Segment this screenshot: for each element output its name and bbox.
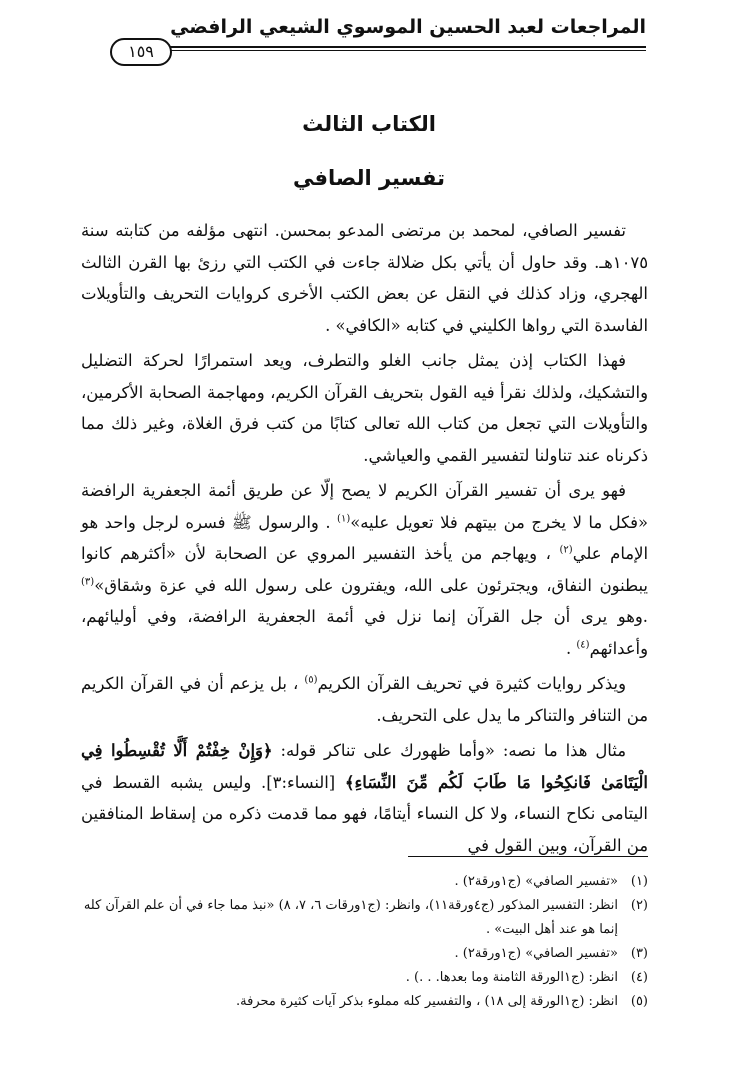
- paragraph-3-part-b: . والرسول ﷺ فسره لرجل واحد هو الإمام علي: [81, 512, 648, 563]
- paragraph-3-part-c: ، ويهاجم من يأخذ التفسير المروي عن الصحابة لأن «أكثرهم كانوا يبطنون النفاق، ويجترئون على الله، ويفترون على رسول الله في عزة وشقاق»: [81, 544, 648, 595]
- paragraph-4: [81, 668, 648, 731]
- paragraph-5-part-b: [النساء:٣]. وليس يشبه القسط في اليتامى نكاح النساء، ولا كل النساء أيتامًا، فهو مما قدمت ذكره من إسقاط المنافقين من القرآن، وبين القول في: [81, 772, 648, 855]
- footnote-text: انظر: التفسير المذكور (ج٤ورقة١١)، وانظر: (ج١ورقات ٦، ٧، ٨) «نبذ مما جاء في أن علم القرآن كله إنما هو عند أهل البيت» .: [83, 898, 618, 937]
- footnote-ref-4: (٤): [576, 639, 590, 651]
- footnotes: [81, 870, 648, 1014]
- page-number-badge: ١٥٩: [110, 38, 172, 66]
- body-text: [81, 215, 648, 865]
- footnote-number: (٤): [630, 970, 648, 985]
- footnote-text: «تفسير الصافي» (ج١ورقة٢) .: [454, 946, 618, 961]
- footnote-item: [81, 894, 648, 942]
- footnote-separator: [408, 856, 648, 857]
- paragraph-3-part-a: فهو يرى أن تفسير القرآن الكريم لا يصح إلّا عن طريق أئمة الجعفرية الرافضة «فكل ما لا يخرج من بيتهم فلا تعويل عليه»: [81, 481, 648, 532]
- paragraph-1: تفسير الصافي، لمحمد بن مرتضى المدعو بمحسن. انتهى مؤلفه من كتابته سنة ١٠٧٥هـ. وقد حاول أن يأتي بكل ضلالة جاءت في الكتب التي رزئ بها القرن الثالث الهجري، وزاد كذلك في النقل عن بعض الكتب الأخرى كروايات التحريف والتأويلات الفاسدة التي رواها الكليني في كتابه «الكافي» .: [81, 221, 648, 335]
- footnote-text: انظر: (ج١الورقة إلى ١٨) ، والتفسير كله مملوء بذكر آيات كثيرة محرفة.: [236, 994, 618, 1009]
- header-rule-thin: [168, 50, 646, 51]
- footnote-number: (٣): [630, 946, 648, 961]
- header-rule: [168, 46, 646, 48]
- footnote-ref-3: (٣): [81, 576, 95, 588]
- paragraph-2: فهذا الكتاب إذن يمثل جانب الغلو والتطرف، ويعد استمرارًا لحركة التضليل والتشكيك، ولذلك نقرأ فيه القول بتحريف القرآن الكريم، ومهاجمة الصحابة الأكرمين، والتأويلات التي تجعل من كتاب الله تعالى كتابًا من كتب فرق الغلاة، وغير ذلك مما ذكرناه عند تناولنا لتفسير القمي والعياشي.: [81, 351, 648, 465]
- paragraph-5: [81, 735, 648, 861]
- running-header: المراجعات لعبد الحسين الموسوي الشيعي الرافضي: [170, 16, 646, 38]
- footnote-item: [81, 990, 648, 1014]
- paragraph-3-part-e: .: [565, 638, 577, 658]
- footnote-item: [81, 870, 648, 894]
- paragraph-3: [81, 475, 648, 664]
- quran-verse: ﴿وَإِنْ خِفْتُمْ أَلَّا تُقْسِطُوا فِي الْيَتَامَىٰ فَانكِحُوا مَا طَابَ لَكُم مِّنَ النِّسَاءِ﴾: [81, 741, 648, 792]
- footnote-ref-2: (٢): [559, 544, 573, 556]
- footnote-item: [81, 966, 648, 990]
- paragraph-4-part-b: ، بل يزعم أن في القرآن الكريم من التنافر والتناكر ما يدل على التحريف.: [81, 674, 648, 725]
- section-title: تفسير الصافي: [293, 166, 445, 190]
- footnote-number: (٥): [630, 994, 648, 1009]
- paragraph-4-part-a: ويذكر روايات كثيرة في تحريف القرآن الكريم: [317, 674, 626, 693]
- paragraph-5-part-a: مثال هذا ما نصه: «وأما ظهورك على تناكر قوله:: [272, 741, 626, 760]
- footnote-item: [81, 942, 648, 966]
- footnote-ref-1: (١): [337, 513, 351, 525]
- footnote-number: (١): [630, 874, 648, 889]
- footnote-ref-5: (٥): [304, 674, 318, 686]
- book-title: الكتاب الثالث: [302, 112, 436, 136]
- footnote-number: (٢): [630, 898, 648, 913]
- footnote-text: «تفسير الصافي» (ج١ورقة٢) .: [454, 874, 618, 889]
- footnote-text: انظر: (ج١الورقة الثامنة وما بعدها. . .) .: [405, 970, 618, 985]
- paragraph-3-part-d: .وهو يرى أن جل القرآن إنما نزل في أئمة الجعفرية الرافضة، وفي أوليائهم، وأعدائهم: [81, 607, 648, 658]
